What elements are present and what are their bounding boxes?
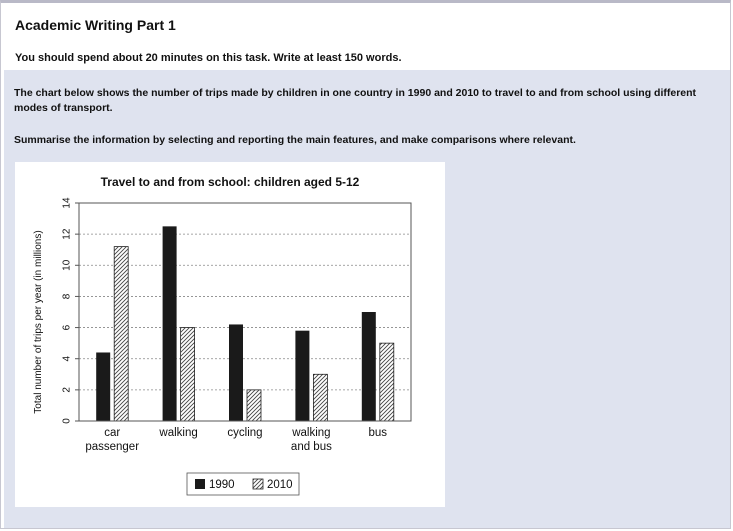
- x-tick-label: cycling: [227, 427, 263, 439]
- legend-swatch-2010: [253, 479, 263, 489]
- bar-1990-4: [362, 312, 376, 421]
- x-tick-label: walking: [292, 427, 331, 439]
- x-tick-label: car: [104, 427, 121, 439]
- y-tick-label: 14: [61, 197, 73, 209]
- y-axis-label: Total number of trips per year (in millions): [33, 230, 44, 414]
- x-tick-label: walking: [159, 427, 198, 439]
- y-tick-label: 6: [61, 324, 73, 331]
- chart-gridlines: [79, 234, 411, 390]
- chart-title: Travel to and from school: children aged 5-12: [100, 175, 360, 189]
- task-description: The chart below shows the number of trips made by children in one country in 1990 and 2010 to travel to and from school using different modes of transport.: [14, 87, 697, 114]
- task-header: [5, 7, 729, 71]
- page-title: Academic Writing Part 1: [15, 17, 176, 33]
- legend-label-1990: 1990: [209, 479, 235, 491]
- bar-2010-2: [247, 390, 261, 421]
- y-tick-label: 2: [61, 387, 73, 393]
- bar-1990-2: [229, 324, 243, 421]
- bar-2010-1: [181, 328, 195, 421]
- chart-legend: [187, 473, 299, 495]
- chart-bars: [96, 226, 394, 421]
- chart-container: [15, 162, 445, 507]
- x-tick-label: and bus: [290, 441, 332, 453]
- y-tick-label: 8: [61, 293, 73, 300]
- y-tick-label: 0: [61, 418, 73, 424]
- legend-swatch-1990: [195, 479, 205, 489]
- bar-1990-1: [163, 226, 177, 421]
- y-tick-label: 4: [61, 355, 73, 362]
- x-tick-label: passenger: [85, 441, 140, 453]
- bar-2010-4: [380, 343, 394, 421]
- y-tick-label: 10: [61, 259, 73, 271]
- task-summary: Summarise the information by selecting and reporting the main features, and make comparisons where relevant.: [14, 134, 576, 146]
- time-instruction: You should spend about 20 minutes on this task. Write at least 150 words.: [15, 52, 402, 64]
- x-tick-label: bus: [368, 427, 388, 439]
- plot-area: [79, 203, 411, 421]
- task-panel: [4, 70, 730, 528]
- bar-2010-0: [114, 247, 128, 421]
- y-tick-label: 12: [61, 228, 73, 240]
- bar-chart: [15, 162, 445, 507]
- legend-label-2010: 2010: [267, 479, 293, 491]
- bar-1990-3: [295, 331, 309, 421]
- bar-1990-0: [96, 352, 110, 421]
- bar-2010-3: [313, 374, 327, 421]
